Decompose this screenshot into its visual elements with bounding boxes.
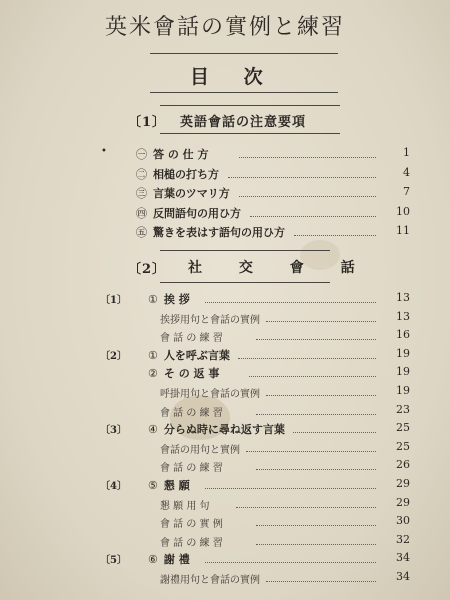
entry-marker: ② bbox=[148, 367, 158, 381]
dot-leader bbox=[205, 302, 376, 303]
dot-leader bbox=[293, 432, 376, 433]
entry-marker: ① bbox=[148, 293, 158, 306]
dot-leader bbox=[256, 469, 376, 470]
entry-sublabel: 謝禮用句と會話の實例 bbox=[160, 575, 260, 586]
dot-leader bbox=[239, 196, 376, 197]
divider-rule bbox=[160, 250, 330, 251]
entry-text: 分らぬ時に尋ね返す言葉 bbox=[163, 423, 285, 437]
entry-label bbox=[148, 551, 190, 567]
dot-leader bbox=[266, 321, 376, 322]
section-number: 〔2〕 bbox=[128, 262, 167, 277]
item-marker: ㊁ bbox=[136, 167, 147, 181]
divider-rule bbox=[160, 133, 340, 134]
entry-number: 〔4〕 bbox=[100, 481, 127, 492]
divider-rule bbox=[160, 282, 330, 283]
entry-sublabel: 會話の用句と實例 bbox=[160, 444, 240, 456]
entry-label bbox=[148, 477, 190, 493]
page-number: 29 bbox=[396, 477, 410, 490]
dot-leader bbox=[239, 157, 376, 158]
entry-number: 〔2〕 bbox=[100, 350, 127, 362]
page-number: 13 bbox=[396, 309, 410, 323]
section-title: 社 交 會 話 bbox=[188, 260, 371, 276]
dot-leader bbox=[238, 358, 376, 359]
entry-label bbox=[148, 347, 230, 363]
dot-leader bbox=[294, 235, 376, 236]
page-number: 25 bbox=[396, 421, 410, 435]
dot-leader bbox=[256, 525, 376, 526]
item-label: 相槌の打ち方 bbox=[153, 167, 219, 181]
dot-leader bbox=[256, 339, 376, 340]
item-marker: ㊃ bbox=[136, 206, 147, 220]
entry-sublabel: 呼掛用句と會話の實例 bbox=[160, 389, 260, 400]
item-marker: ㊄ bbox=[136, 226, 147, 239]
page-number: 26 bbox=[396, 458, 410, 472]
divider-rule bbox=[150, 92, 338, 93]
entry-sublabel: 會 話 の 練 習 bbox=[160, 407, 223, 419]
dot-leader bbox=[256, 544, 376, 545]
page-number: 7 bbox=[403, 185, 410, 198]
toc-item bbox=[136, 185, 230, 201]
item-label: 言葉のツマリ方 bbox=[153, 187, 230, 200]
dot-leader bbox=[249, 376, 376, 377]
entry-sublabel: 懇 願 用 句 bbox=[160, 500, 210, 512]
book-title: 英米會話の實例と練習 bbox=[104, 15, 345, 40]
page-number: 19 bbox=[396, 384, 410, 397]
page-number: 29 bbox=[396, 495, 410, 509]
item-marker: ㊀ bbox=[136, 148, 147, 161]
dot-leader bbox=[236, 507, 376, 508]
dot-leader bbox=[256, 414, 376, 415]
toc-item bbox=[136, 146, 209, 162]
entry-text: 挨 拶 bbox=[163, 293, 190, 306]
section-title: 英語會話の注意要項 bbox=[180, 115, 307, 130]
page-number: 11 bbox=[396, 224, 410, 237]
divider-rule bbox=[150, 53, 338, 54]
page-number: 34 bbox=[396, 570, 410, 583]
page-number: 32 bbox=[396, 532, 410, 546]
section-number: 〔1〕 bbox=[128, 115, 167, 130]
dot-leader bbox=[205, 488, 376, 489]
entry-text: 人を呼ぶ言葉 bbox=[163, 348, 230, 362]
entry-sublabel: 挨拶用句と會話の實例 bbox=[160, 314, 260, 326]
item-marker: ㊂ bbox=[136, 187, 147, 200]
page-number: 34 bbox=[396, 551, 410, 565]
entry-number: 〔3〕 bbox=[100, 425, 127, 437]
item-label: 反問語句の用ひ方 bbox=[153, 206, 241, 220]
dot-leader bbox=[228, 177, 376, 178]
entry-marker: ⑤ bbox=[148, 479, 158, 492]
page-number: 16 bbox=[396, 328, 410, 342]
item-label: 答 の 仕 方 bbox=[153, 148, 209, 161]
dot-leader bbox=[250, 216, 376, 217]
page-number: 1 bbox=[403, 146, 410, 159]
entry-text: そ の 返 事 bbox=[163, 367, 220, 381]
page-number: 25 bbox=[396, 439, 410, 453]
divider-rule bbox=[160, 105, 340, 106]
entry-marker: ① bbox=[148, 348, 158, 362]
page-number: 13 bbox=[396, 291, 410, 304]
entry-sublabel: 會 話 の 實 例 bbox=[160, 519, 223, 531]
toc-item bbox=[136, 166, 219, 182]
item-label: 驚きを表はす語句の用ひ方 bbox=[153, 226, 285, 239]
entry-label bbox=[148, 291, 190, 307]
toc-item bbox=[136, 205, 241, 221]
page-number: 19 bbox=[396, 346, 410, 360]
entry-marker: ④ bbox=[148, 423, 158, 437]
page-number: 4 bbox=[403, 165, 410, 179]
entry-text: 謝 禮 bbox=[163, 553, 190, 567]
entry-text: 懇 願 bbox=[163, 479, 190, 492]
entry-number: 〔5〕 bbox=[100, 555, 127, 567]
toc-item bbox=[136, 224, 285, 240]
entry-marker: ⑥ bbox=[148, 553, 158, 567]
entry-sublabel: 會 話 の 練 習 bbox=[160, 537, 223, 549]
page-number: 19 bbox=[396, 365, 410, 379]
entry-label bbox=[148, 365, 219, 381]
toc-heading: 目 次 bbox=[190, 66, 277, 88]
page-number: 23 bbox=[396, 402, 410, 416]
dot-leader bbox=[246, 451, 376, 452]
page-number: 30 bbox=[396, 514, 410, 528]
dot-leader bbox=[266, 395, 376, 396]
dot-leader bbox=[205, 562, 376, 563]
page-number: 10 bbox=[396, 204, 410, 218]
dot-leader bbox=[266, 581, 376, 582]
entry-sublabel: 會 話 の 練 習 bbox=[160, 333, 223, 345]
entry-sublabel: 會 話 の 練 習 bbox=[160, 463, 223, 475]
entry-label bbox=[148, 421, 285, 437]
bullet-mark: • bbox=[101, 146, 107, 157]
entry-number: 〔1〕 bbox=[100, 295, 127, 306]
